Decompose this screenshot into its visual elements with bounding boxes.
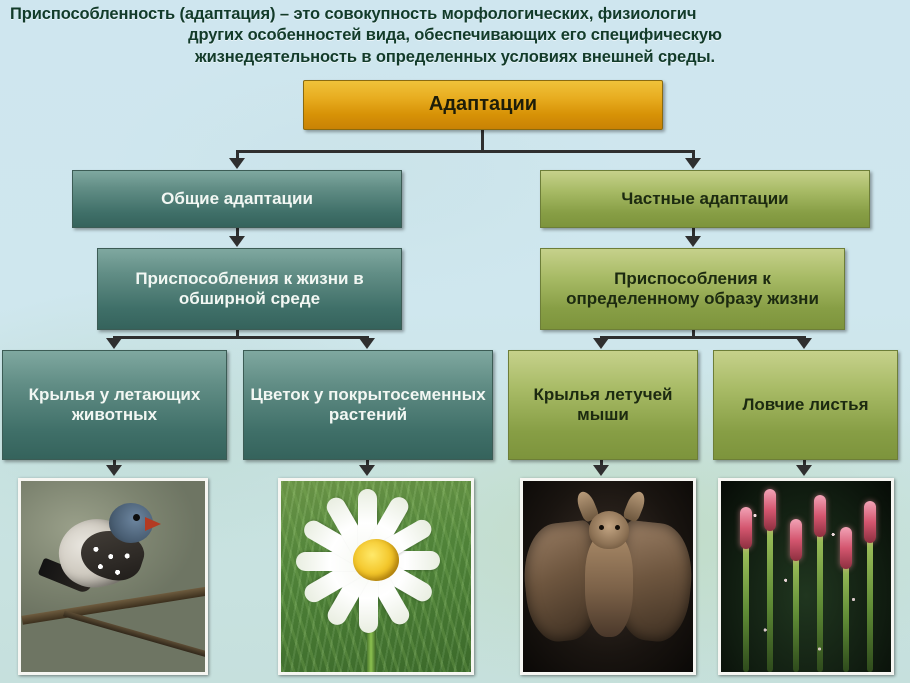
node-example-bird-wings-label: Крылья у летающих животных xyxy=(28,384,201,424)
photo-bird xyxy=(18,478,208,675)
photo-bat-image xyxy=(523,481,693,672)
node-general-adaptations-label: Общие адаптации xyxy=(161,188,313,208)
arrow-to-photo-3 xyxy=(593,465,609,476)
node-example-bat-wings-label: Крылья летучей мыши xyxy=(533,384,673,424)
arrow-to-special2 xyxy=(685,236,701,247)
page-title xyxy=(0,0,910,74)
node-example-flower-label: Цветок у покрытосеменных растений xyxy=(250,384,486,424)
arrow-to-common xyxy=(229,158,245,169)
bat-eye-right-shape xyxy=(615,525,620,530)
node-example-flower[interactable] xyxy=(243,350,493,460)
arrow-to-photo-4 xyxy=(796,465,812,476)
photo-bat xyxy=(520,478,696,675)
sundew-dew-droplets xyxy=(721,481,891,672)
arrow-to-example-4 xyxy=(796,338,812,349)
arrow-to-common2 xyxy=(229,236,245,247)
connector-root-down xyxy=(481,130,484,152)
arrow-to-photo-1 xyxy=(106,465,122,476)
photo-daisy-image xyxy=(281,481,471,672)
bat-ear-right-shape xyxy=(622,489,648,523)
photo-bird-image xyxy=(21,481,205,672)
connector-common2-split xyxy=(113,336,368,339)
node-example-bat-wings[interactable] xyxy=(508,350,698,460)
node-specific-adaptations[interactable] xyxy=(540,170,870,228)
arrow-to-example-3 xyxy=(593,338,609,349)
page-title-line-3: жизнедеятельность в определенных условиях внешней среды. xyxy=(195,47,715,66)
node-specific-adaptations-detail[interactable] xyxy=(540,248,845,330)
arrow-to-example-2 xyxy=(359,338,375,349)
bird-eye-shape xyxy=(133,514,140,521)
photo-sundew xyxy=(718,478,894,675)
connector-root-split xyxy=(236,150,695,153)
node-specific-adaptations-label: Частные адаптации xyxy=(621,188,789,208)
page-title-line-1: Приспособленность (адаптация) – это совокупность морфологических, физиологич xyxy=(10,5,697,23)
node-general-adaptations-detail[interactable] xyxy=(97,248,402,330)
connector-special2-split xyxy=(600,336,804,339)
bird-beak-shape xyxy=(145,517,161,531)
node-example-bird-wings[interactable] xyxy=(2,350,227,460)
bat-head-shape xyxy=(589,511,629,549)
node-specific-adaptations-detail-label: Приспособления к определенному образу жизни xyxy=(566,268,819,308)
node-example-trap-leaves-label: Ловчие листья xyxy=(742,394,869,414)
node-general-adaptations[interactable] xyxy=(72,170,402,228)
arrow-to-photo-2 xyxy=(359,465,375,476)
node-adaptations-root-label: Адаптации xyxy=(428,93,538,116)
bat-eye-left-shape xyxy=(599,525,604,530)
photo-sundew-image xyxy=(721,481,891,672)
daisy-core-shape xyxy=(353,539,399,581)
branch-shape xyxy=(21,586,208,625)
daisy-petals xyxy=(291,503,463,623)
branch-shape-2 xyxy=(63,610,208,657)
node-adaptations-root[interactable] xyxy=(303,80,663,130)
node-general-adaptations-detail-label: Приспособления к жизни в обширной среде xyxy=(135,268,364,308)
arrow-to-special xyxy=(685,158,701,169)
page-title-line-2: других особенностей вида, обеспечивающих его специфическую xyxy=(188,26,722,45)
photo-daisy xyxy=(278,478,474,675)
node-example-trap-leaves[interactable] xyxy=(713,350,898,460)
arrow-to-example-1 xyxy=(106,338,122,349)
